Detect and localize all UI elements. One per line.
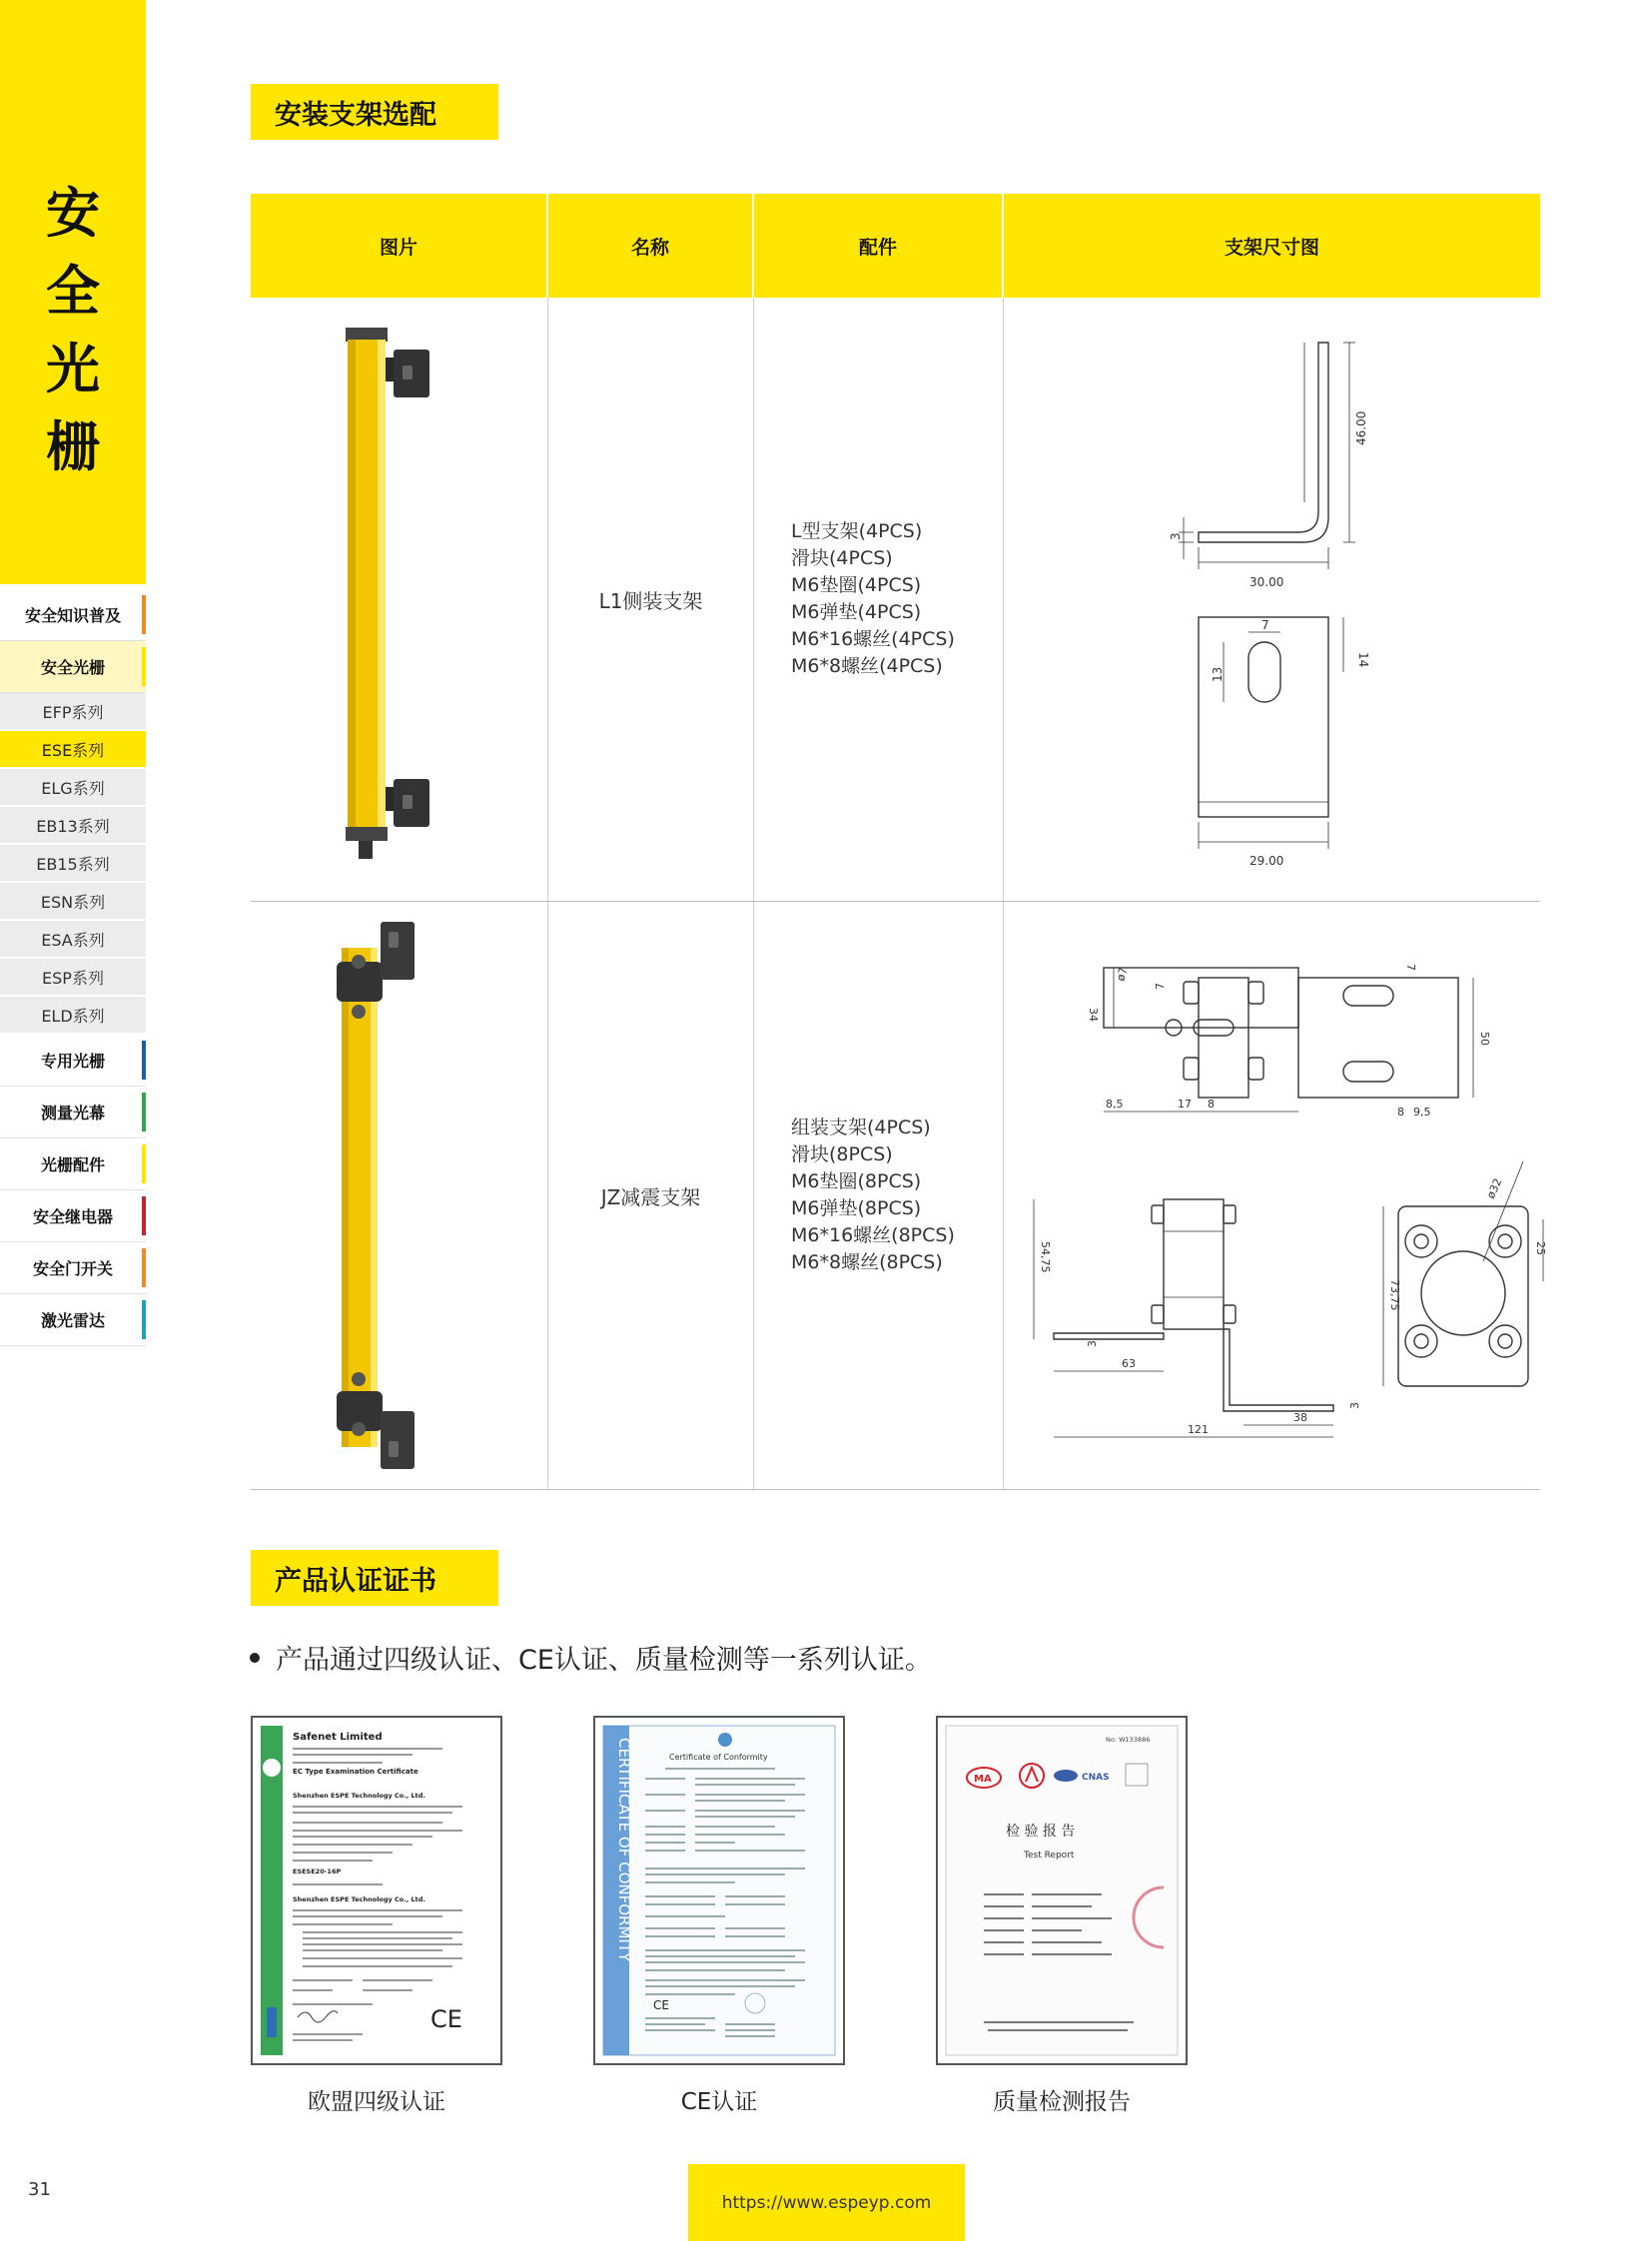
certificate-caption: 欧盟四级认证 <box>308 2089 445 2115</box>
sidebar-item-label: 安全门开关 <box>32 1259 113 1278</box>
dim-label: 73,75 <box>1388 1279 1401 1311</box>
dim-label: 7 <box>1261 618 1269 632</box>
product-image <box>251 902 548 1489</box>
sidebar-accent-bar <box>142 1196 146 1235</box>
parts-item: M6弹垫(4PCS) <box>791 601 922 623</box>
sidebar-item-label: ESA系列 <box>41 930 105 950</box>
l1-bracket-drawing <box>1004 298 1540 901</box>
cert-title: EC Type Examination Certificate <box>293 1768 418 1776</box>
sidebar-item-label: 安全光栅 <box>40 658 105 677</box>
dim-label: 17 <box>1178 1098 1192 1111</box>
sidebar-item-label: EFP系列 <box>42 702 104 722</box>
sidebar-item[interactable] <box>0 997 146 1035</box>
sidebar-item[interactable] <box>0 1242 146 1294</box>
certification-statement <box>250 1638 932 1677</box>
cert-applicant: Shenzhen ESPE Technology Co., Ltd. <box>293 1792 425 1800</box>
sidebar-item-label: ELG系列 <box>41 778 105 798</box>
sidebar-item[interactable] <box>0 959 146 997</box>
sidebar-accent-bar <box>142 1300 146 1339</box>
report-title-cn: 检 验 报 告 <box>1006 1824 1076 1840</box>
header-name: 名称 <box>548 194 754 298</box>
bullet-icon <box>250 1653 260 1663</box>
sidebar-item[interactable] <box>0 769 146 807</box>
statement-text: 产品通过四级认证、CE认证、质量检测等一系列认证。 <box>276 1645 932 1676</box>
sidebar-accent-bar <box>142 1248 146 1287</box>
dim-label: 7 <box>1154 983 1167 990</box>
sidebar-item[interactable] <box>0 1138 146 1190</box>
dim-label: ø7 <box>1114 966 1131 983</box>
dim-label: 9,5 <box>1413 1106 1431 1119</box>
page-number: 31 <box>28 2179 51 2200</box>
sidebar-item[interactable] <box>0 921 146 959</box>
sidebar-item-label: EB15系列 <box>36 854 110 874</box>
parts-item: M6*16螺丝(4PCS) <box>791 628 955 650</box>
dim-label: 50 <box>1478 1032 1491 1046</box>
sidebar-item-label: ELD系列 <box>41 1006 105 1026</box>
website-link[interactable]: https://www.espeyp.com <box>688 2164 965 2241</box>
certificate-caption: CE认证 <box>680 2089 758 2115</box>
sidebar-title-block <box>0 0 146 584</box>
dim-label: 30.00 <box>1249 575 1284 589</box>
cert-title: Certificate of Conformity <box>669 1753 768 1762</box>
sidebar-item-label: EB13系列 <box>36 816 110 836</box>
table-header <box>251 194 1540 298</box>
sidebar-item[interactable] <box>0 883 146 921</box>
sidebar-item-label: 专用光栅 <box>40 1052 105 1071</box>
sidebar-item[interactable] <box>0 641 146 693</box>
cma-logo-icon: MA <box>974 1774 992 1785</box>
sidebar-item-label: ESP系列 <box>42 968 104 988</box>
sidebar-item-label: ESE系列 <box>41 740 105 760</box>
parts-item: M6*8螺丝(4PCS) <box>791 655 943 677</box>
certificate-caption: 质量检测报告 <box>993 2089 1131 2115</box>
parts-item: M6垫圈(8PCS) <box>791 1170 922 1192</box>
dim-label: 121 <box>1188 1423 1209 1436</box>
sidebar-item-label: 安全知识普及 <box>24 606 121 625</box>
certificate-ce <box>593 1716 845 2065</box>
section-title-brackets: 安装支架选配 <box>251 84 498 140</box>
sidebar-accent-bar <box>142 647 146 686</box>
product-name: L1侧装支架 <box>548 298 754 901</box>
dim-label: 7 <box>1404 964 1417 971</box>
dim-label: 63 <box>1122 1357 1136 1370</box>
dim-label: 8 <box>1208 1098 1215 1111</box>
dim-label: 3 <box>1086 1340 1099 1347</box>
certificate-eu-cat4 <box>251 1716 502 2065</box>
dim-label: 13 <box>1211 666 1225 682</box>
dim-label: 38 <box>1293 1411 1307 1424</box>
parts-list <box>754 902 1004 1489</box>
sidebar-item[interactable] <box>0 1087 146 1138</box>
report-number: No: W133886 <box>1106 1736 1151 1744</box>
dimension-drawing <box>1004 298 1540 901</box>
light-curtain-jz-image <box>251 902 548 1489</box>
sidebar-item[interactable] <box>0 1035 146 1087</box>
sidebar-item[interactable] <box>0 589 146 641</box>
product-name: JZ减震支架 <box>548 902 754 1489</box>
cert-manufacturer: Shenzhen ESPE Technology Co., Ltd. <box>293 1895 425 1903</box>
dim-label: 3 <box>1348 1402 1361 1409</box>
sidebar-title-char: 栅 <box>46 415 100 478</box>
sidebar-accent-bar <box>142 595 146 634</box>
sidebar-item[interactable] <box>0 845 146 883</box>
product-image <box>251 298 548 901</box>
sidebar-item[interactable] <box>0 693 146 731</box>
sidebar-title <box>0 175 146 486</box>
parts-item: 滑块(8PCS) <box>791 1143 893 1165</box>
sidebar-accent-bar <box>142 1144 146 1183</box>
parts-list <box>754 298 1004 901</box>
parts-item: 滑块(4PCS) <box>791 547 893 569</box>
ce-mark-icon: CE <box>653 1998 669 2012</box>
bracket-table <box>251 194 1547 1490</box>
dim-label: 14 <box>1356 652 1370 668</box>
table-row <box>251 902 1547 1490</box>
light-curtain-l1-image <box>251 298 548 901</box>
dim-label: 54,75 <box>1039 1241 1052 1273</box>
sidebar-item[interactable] <box>0 1190 146 1242</box>
dim-label: 34 <box>1087 1008 1100 1022</box>
report-title-en: Test Report <box>1024 1851 1075 1861</box>
parts-item: M6*8螺丝(8PCS) <box>791 1251 943 1273</box>
dimension-drawing <box>1004 902 1547 1489</box>
sidebar-title-char: 光 <box>46 338 100 400</box>
sidebar-item-label: 安全继电器 <box>32 1207 113 1226</box>
sidebar-title-char: 全 <box>46 260 100 323</box>
sidebar-nav <box>0 589 146 1346</box>
sidebar-item[interactable] <box>0 807 146 845</box>
parts-item: M6弹垫(8PCS) <box>791 1197 922 1219</box>
cert-side-text: CERTIFICATE OF CONFORMITY <box>615 1738 633 1962</box>
dim-label: 25 <box>1534 1241 1547 1255</box>
parts-item: M6垫圈(4PCS) <box>791 574 922 596</box>
dim-label: 3 <box>1169 532 1183 540</box>
parts-item: L型支架(4PCS) <box>791 520 923 542</box>
dim-label: ø32 <box>1483 1175 1505 1201</box>
dim-label: 8,5 <box>1106 1098 1124 1111</box>
cert-model: ESESE20-16P <box>293 1868 342 1875</box>
ce-mark-icon: CE <box>430 2005 462 2033</box>
header-drawing: 支架尺寸图 <box>1224 236 1319 259</box>
sidebar-item-label: 测量光幕 <box>40 1104 105 1122</box>
sidebar-accent-bar <box>142 1041 146 1080</box>
sidebar-item[interactable] <box>0 731 146 769</box>
sidebar-accent-bar <box>142 1093 146 1131</box>
jz-bracket-drawing <box>1004 902 1547 1489</box>
dim-label: 29.00 <box>1249 854 1284 868</box>
parts-item: 组装支架(4PCS) <box>791 1117 931 1138</box>
dim-label: 46.00 <box>1354 410 1368 445</box>
cert-company: Safenet Limited <box>293 1732 383 1743</box>
sidebar-item[interactable] <box>0 1294 146 1346</box>
table-row <box>251 298 1540 902</box>
parts-item: M6*16螺丝(8PCS) <box>791 1224 955 1246</box>
sidebar-title-char: 安 <box>46 182 100 245</box>
sidebar-item-label: 光栅配件 <box>40 1155 105 1174</box>
certificate-test-report <box>936 1716 1188 2065</box>
section-title-certificates: 产品认证证书 <box>251 1550 498 1606</box>
sidebar-item-label: ESN系列 <box>40 892 106 912</box>
header-parts: 配件 <box>754 194 1004 298</box>
sidebar-item-label: 激光雷达 <box>40 1311 105 1330</box>
dim-label: 8 <box>1397 1106 1404 1119</box>
cnas-logo-icon: CNAS <box>1082 1773 1110 1783</box>
header-image: 图片 <box>251 194 548 298</box>
